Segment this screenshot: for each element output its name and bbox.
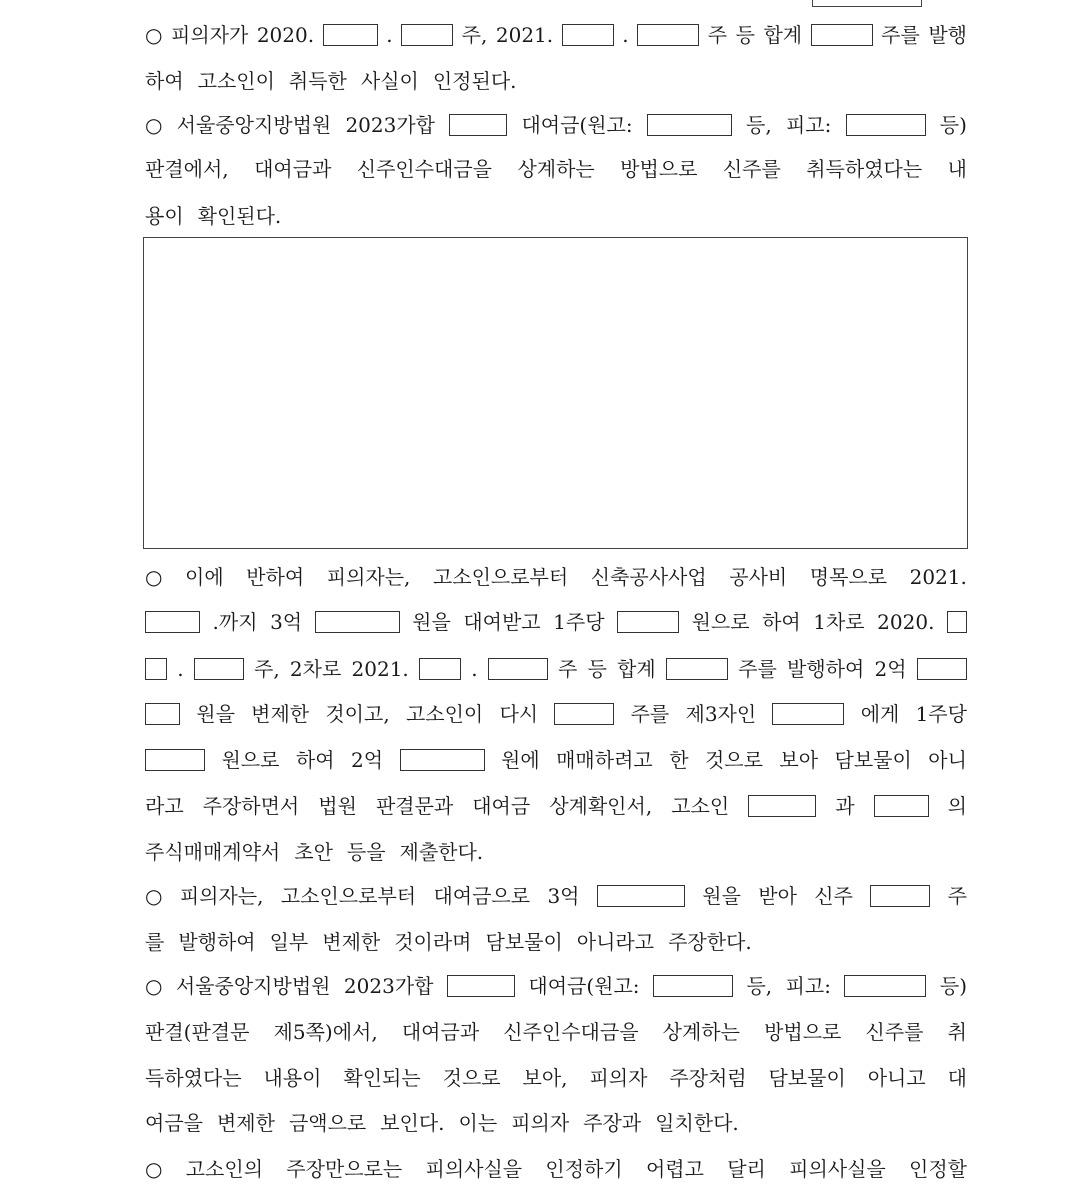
text-word: 금액으로 <box>288 1111 367 1135</box>
text-word: 발행하여 <box>178 930 256 954</box>
text-word: 등, <box>746 113 772 137</box>
redaction-box <box>653 975 733 997</box>
text-word: 등 <box>587 657 607 681</box>
redaction-box <box>617 611 679 633</box>
text-word: 받아 <box>758 884 797 908</box>
text-word: 담보물이 <box>485 930 563 954</box>
redaction-box <box>323 24 378 46</box>
text-line <box>145 1015 967 1049</box>
text-word: 피의자가 <box>171 23 249 47</box>
bullet-marker: ○ <box>145 1157 163 1181</box>
text-word: 를 <box>145 930 165 954</box>
text-word: 내용이 <box>263 1066 322 1090</box>
text-word: 득하였다는 <box>145 1066 242 1090</box>
text-word: 합계 <box>763 23 803 47</box>
text-word: 상계하는 <box>517 157 595 181</box>
redaction-box <box>874 795 929 817</box>
text-line <box>145 652 967 686</box>
text-word: 피의사실을 <box>789 1157 886 1181</box>
text-word: 신주 <box>814 884 853 908</box>
text-word: 에게 <box>860 702 900 726</box>
text-word: 주장처럼 <box>669 1066 747 1090</box>
text-word: 판결에서, <box>145 157 229 181</box>
text-word: 주, <box>254 657 280 681</box>
text-word: 일부 <box>269 930 309 954</box>
text-word: 공사비 <box>729 565 788 589</box>
text-word: 신축공사사업 <box>590 565 707 589</box>
text-word: 하여 <box>762 610 801 634</box>
text-word: 피의자는, <box>179 884 264 908</box>
text-word: 의 <box>947 794 967 818</box>
text-word: 주장과 <box>583 1111 642 1135</box>
redaction-box <box>917 658 967 680</box>
text-word: 피의자 <box>511 1111 570 1135</box>
text-word: 주식매매계약서 <box>145 840 281 864</box>
text-word: 2021. <box>495 23 554 47</box>
text-word: 피고: <box>785 113 832 137</box>
text-word: 명목으로 <box>809 565 888 589</box>
redaction-box <box>145 658 167 680</box>
redaction-box <box>145 611 200 633</box>
text-word: 원으로 <box>221 748 280 772</box>
text-word: 용이 <box>145 204 184 228</box>
text-word: 대 <box>947 1066 967 1090</box>
redaction-box <box>666 658 728 680</box>
text-word: 주 <box>558 657 578 681</box>
text-word: 어렵고 <box>645 1157 704 1181</box>
text-word: 한 <box>669 748 689 772</box>
text-word: 인정된다. <box>432 69 517 93</box>
text-word: 2021. <box>351 657 409 681</box>
text-word: 대여금으로 <box>433 884 531 908</box>
text-word: 원을 <box>196 702 235 726</box>
text-word: 주를 <box>630 702 670 726</box>
redaction-box <box>554 703 614 725</box>
text-word: 고소인이 <box>197 69 275 93</box>
text-word: 3억 <box>547 884 580 908</box>
text-word: 것으로 <box>704 748 763 772</box>
text-word: 2020. <box>877 610 935 634</box>
top-redaction-box <box>812 0 922 7</box>
text-word: 확인된다. <box>197 204 282 228</box>
text-word: 하여 <box>295 748 335 772</box>
text-word: 아니고 <box>867 1066 926 1090</box>
redaction-box <box>811 24 873 46</box>
text-word: 주 <box>707 23 728 47</box>
text-word: 발행하여 <box>787 657 865 681</box>
bullet-marker: ○ <box>145 113 163 137</box>
text-word: 주, <box>461 23 488 47</box>
text-word: 서울중앙지방법원 <box>175 974 331 998</box>
text-word: 이는 <box>458 1111 498 1135</box>
redaction-box <box>419 658 461 680</box>
text-word: 원을 <box>412 610 451 634</box>
text-word: 1주당 <box>915 702 967 726</box>
text-word: 보인다. <box>380 1111 445 1135</box>
text-word: 라고 <box>145 794 184 818</box>
redaction-box <box>562 24 614 46</box>
text-line <box>145 1106 967 1140</box>
text-word: 주장만으로는 <box>286 1157 403 1181</box>
text-word: 판결(판결문 <box>145 1020 250 1044</box>
text-word: 고소인의 <box>185 1157 264 1181</box>
text-line <box>145 1061 967 1095</box>
text-word: 이에 <box>185 565 224 589</box>
text-word: 등, <box>746 974 773 998</box>
text-word: 2023가합 <box>345 113 435 137</box>
text-line <box>145 925 967 959</box>
text-word: 변제한 <box>216 1111 275 1135</box>
text-word: 고소인으로부터 <box>432 565 569 589</box>
text-word: 등) <box>939 113 967 137</box>
text-word: . <box>622 23 629 47</box>
text-word: 등) <box>939 974 967 998</box>
text-word: 신주를 <box>865 1020 924 1044</box>
text-word: 인정하기 <box>545 1157 623 1181</box>
redacted-content-box <box>143 237 968 549</box>
text-word: 대여금과 <box>254 157 332 181</box>
text-word: 주를 <box>738 657 777 681</box>
text-word: 1차로 <box>813 610 865 634</box>
bullet-marker: ○ <box>145 884 163 908</box>
text-word: 과 <box>835 794 855 818</box>
text-word: 고소인이 <box>405 702 484 726</box>
text-line <box>145 199 967 233</box>
text-word: 합계 <box>617 657 656 681</box>
text-line <box>145 743 967 777</box>
text-word: 발행 <box>928 23 967 47</box>
bullet-marker: ○ <box>145 23 163 47</box>
text-word: 제출한다. <box>399 840 484 864</box>
text-word: 아니라고 <box>576 930 655 954</box>
text-word: 매매하려고 <box>556 748 653 772</box>
redaction-box <box>447 975 515 997</box>
bullet-marker: ○ <box>145 565 163 589</box>
text-word: 2021. <box>909 565 967 589</box>
text-word: 인정할 <box>909 1157 967 1181</box>
text-word: 2023가합 <box>343 974 434 998</box>
redaction-box <box>401 24 453 46</box>
text-word: 신주를 <box>722 157 781 181</box>
text-word: 피의자 <box>589 1066 648 1090</box>
text-word: 일치한다. <box>655 1111 739 1135</box>
text-word: 신주인수대금을 <box>356 157 493 181</box>
text-word: 달리 <box>727 1157 766 1181</box>
text-word: 판결문과 <box>375 794 454 818</box>
redaction-box <box>145 703 180 725</box>
text-word: 것이고, <box>325 702 390 726</box>
redaction-box <box>870 885 930 907</box>
text-word: 방법으로 <box>764 1020 842 1044</box>
text-word: 초안 <box>294 840 333 864</box>
redaction-box <box>315 611 400 633</box>
redaction-box <box>947 611 967 633</box>
text-word: 담보물이 <box>768 1066 846 1090</box>
text-word: 방법으로 <box>620 157 698 181</box>
redaction-box <box>748 795 816 817</box>
text-word: 대여금 <box>472 794 531 818</box>
redaction-box <box>637 24 699 46</box>
redaction-box <box>846 114 926 136</box>
text-word: 서울중앙지방법원 <box>176 113 332 137</box>
text-word: 취 <box>947 1020 967 1044</box>
text-word: 변제한 <box>251 702 310 726</box>
text-word: 대여금(원고: <box>521 113 633 137</box>
text-word: 다시 <box>499 702 539 726</box>
text-word: 대여금과 <box>401 1020 480 1044</box>
text-word: 내 <box>947 157 967 181</box>
text-word: 2억 <box>351 748 384 772</box>
text-word: 변제한 <box>322 930 381 954</box>
text-line <box>145 152 967 186</box>
text-word: 반하여 <box>246 565 305 589</box>
text-word: . <box>471 657 478 681</box>
bullet-marker: ○ <box>145 974 163 998</box>
text-word: .까지 <box>212 610 258 634</box>
text-word: 여금을 <box>145 1111 203 1135</box>
text-word: 신주인수대금을 <box>503 1020 639 1044</box>
text-word: 것으로 <box>442 1066 501 1090</box>
text-word: 등을 <box>346 840 386 864</box>
text-word: 보아 <box>779 748 819 772</box>
text-word: 피의자는, <box>326 565 411 589</box>
text-word: 주장하면서 <box>202 794 300 818</box>
text-word: 2차로 <box>289 657 342 681</box>
redaction-box <box>449 114 507 136</box>
redaction-box <box>597 885 685 907</box>
redaction-box <box>772 703 844 725</box>
redaction-box <box>145 749 205 771</box>
text-word: 고소인으로부터 <box>280 884 417 908</box>
text-word: 3억 <box>270 610 303 634</box>
text-word: 등 <box>735 23 755 47</box>
text-word: 1주당 <box>553 610 605 634</box>
text-line <box>145 789 967 823</box>
redaction-box <box>647 114 732 136</box>
text-word: 상계하는 <box>662 1020 740 1044</box>
text-line <box>145 835 967 869</box>
text-line <box>145 605 967 639</box>
text-word: 원에 <box>501 748 540 772</box>
text-word: 것이라며 <box>394 930 472 954</box>
text-line <box>145 969 967 1003</box>
text-word: 원으로 <box>691 610 750 634</box>
text-line <box>145 64 967 98</box>
text-word: 제5쪽)에서, <box>273 1020 378 1044</box>
text-word: 주를 <box>881 23 920 47</box>
text-line <box>145 697 967 731</box>
text-word: 법원 <box>318 794 357 818</box>
redaction-box <box>194 658 244 680</box>
text-word: 담보물이 <box>834 748 912 772</box>
text-word: 피의사실을 <box>425 1157 523 1181</box>
text-word: 주 <box>947 884 967 908</box>
text-word: 대여받고 <box>463 610 541 634</box>
text-word: 취득하였다는 <box>806 157 923 181</box>
text-word: 원을 <box>702 884 741 908</box>
text-word: 대여금(원고: <box>528 974 640 998</box>
text-word: . <box>386 23 393 47</box>
redaction-box <box>488 658 548 680</box>
text-line <box>145 18 967 52</box>
text-word: 보아, <box>522 1066 568 1090</box>
redaction-box <box>400 749 485 771</box>
text-word: 2억 <box>874 657 907 681</box>
text-word: 아니 <box>928 748 967 772</box>
text-word: 주장한다. <box>668 930 752 954</box>
text-line <box>145 108 967 142</box>
text-word: 고소인 <box>671 794 730 818</box>
text-word: 2020. <box>256 23 315 47</box>
text-word: . <box>177 657 184 681</box>
redaction-box <box>844 975 926 997</box>
text-word: 하여 <box>145 69 184 93</box>
text-line <box>145 879 967 913</box>
text-word: 취득한 <box>288 69 347 93</box>
text-line <box>145 1152 967 1186</box>
text-word: 제3자인 <box>685 702 757 726</box>
text-word: 상계확인서, <box>549 794 653 818</box>
text-word: 피고: <box>785 974 831 998</box>
text-line <box>145 560 967 594</box>
text-word: 사실이 <box>360 69 419 93</box>
text-word: 확인되는 <box>343 1066 421 1090</box>
